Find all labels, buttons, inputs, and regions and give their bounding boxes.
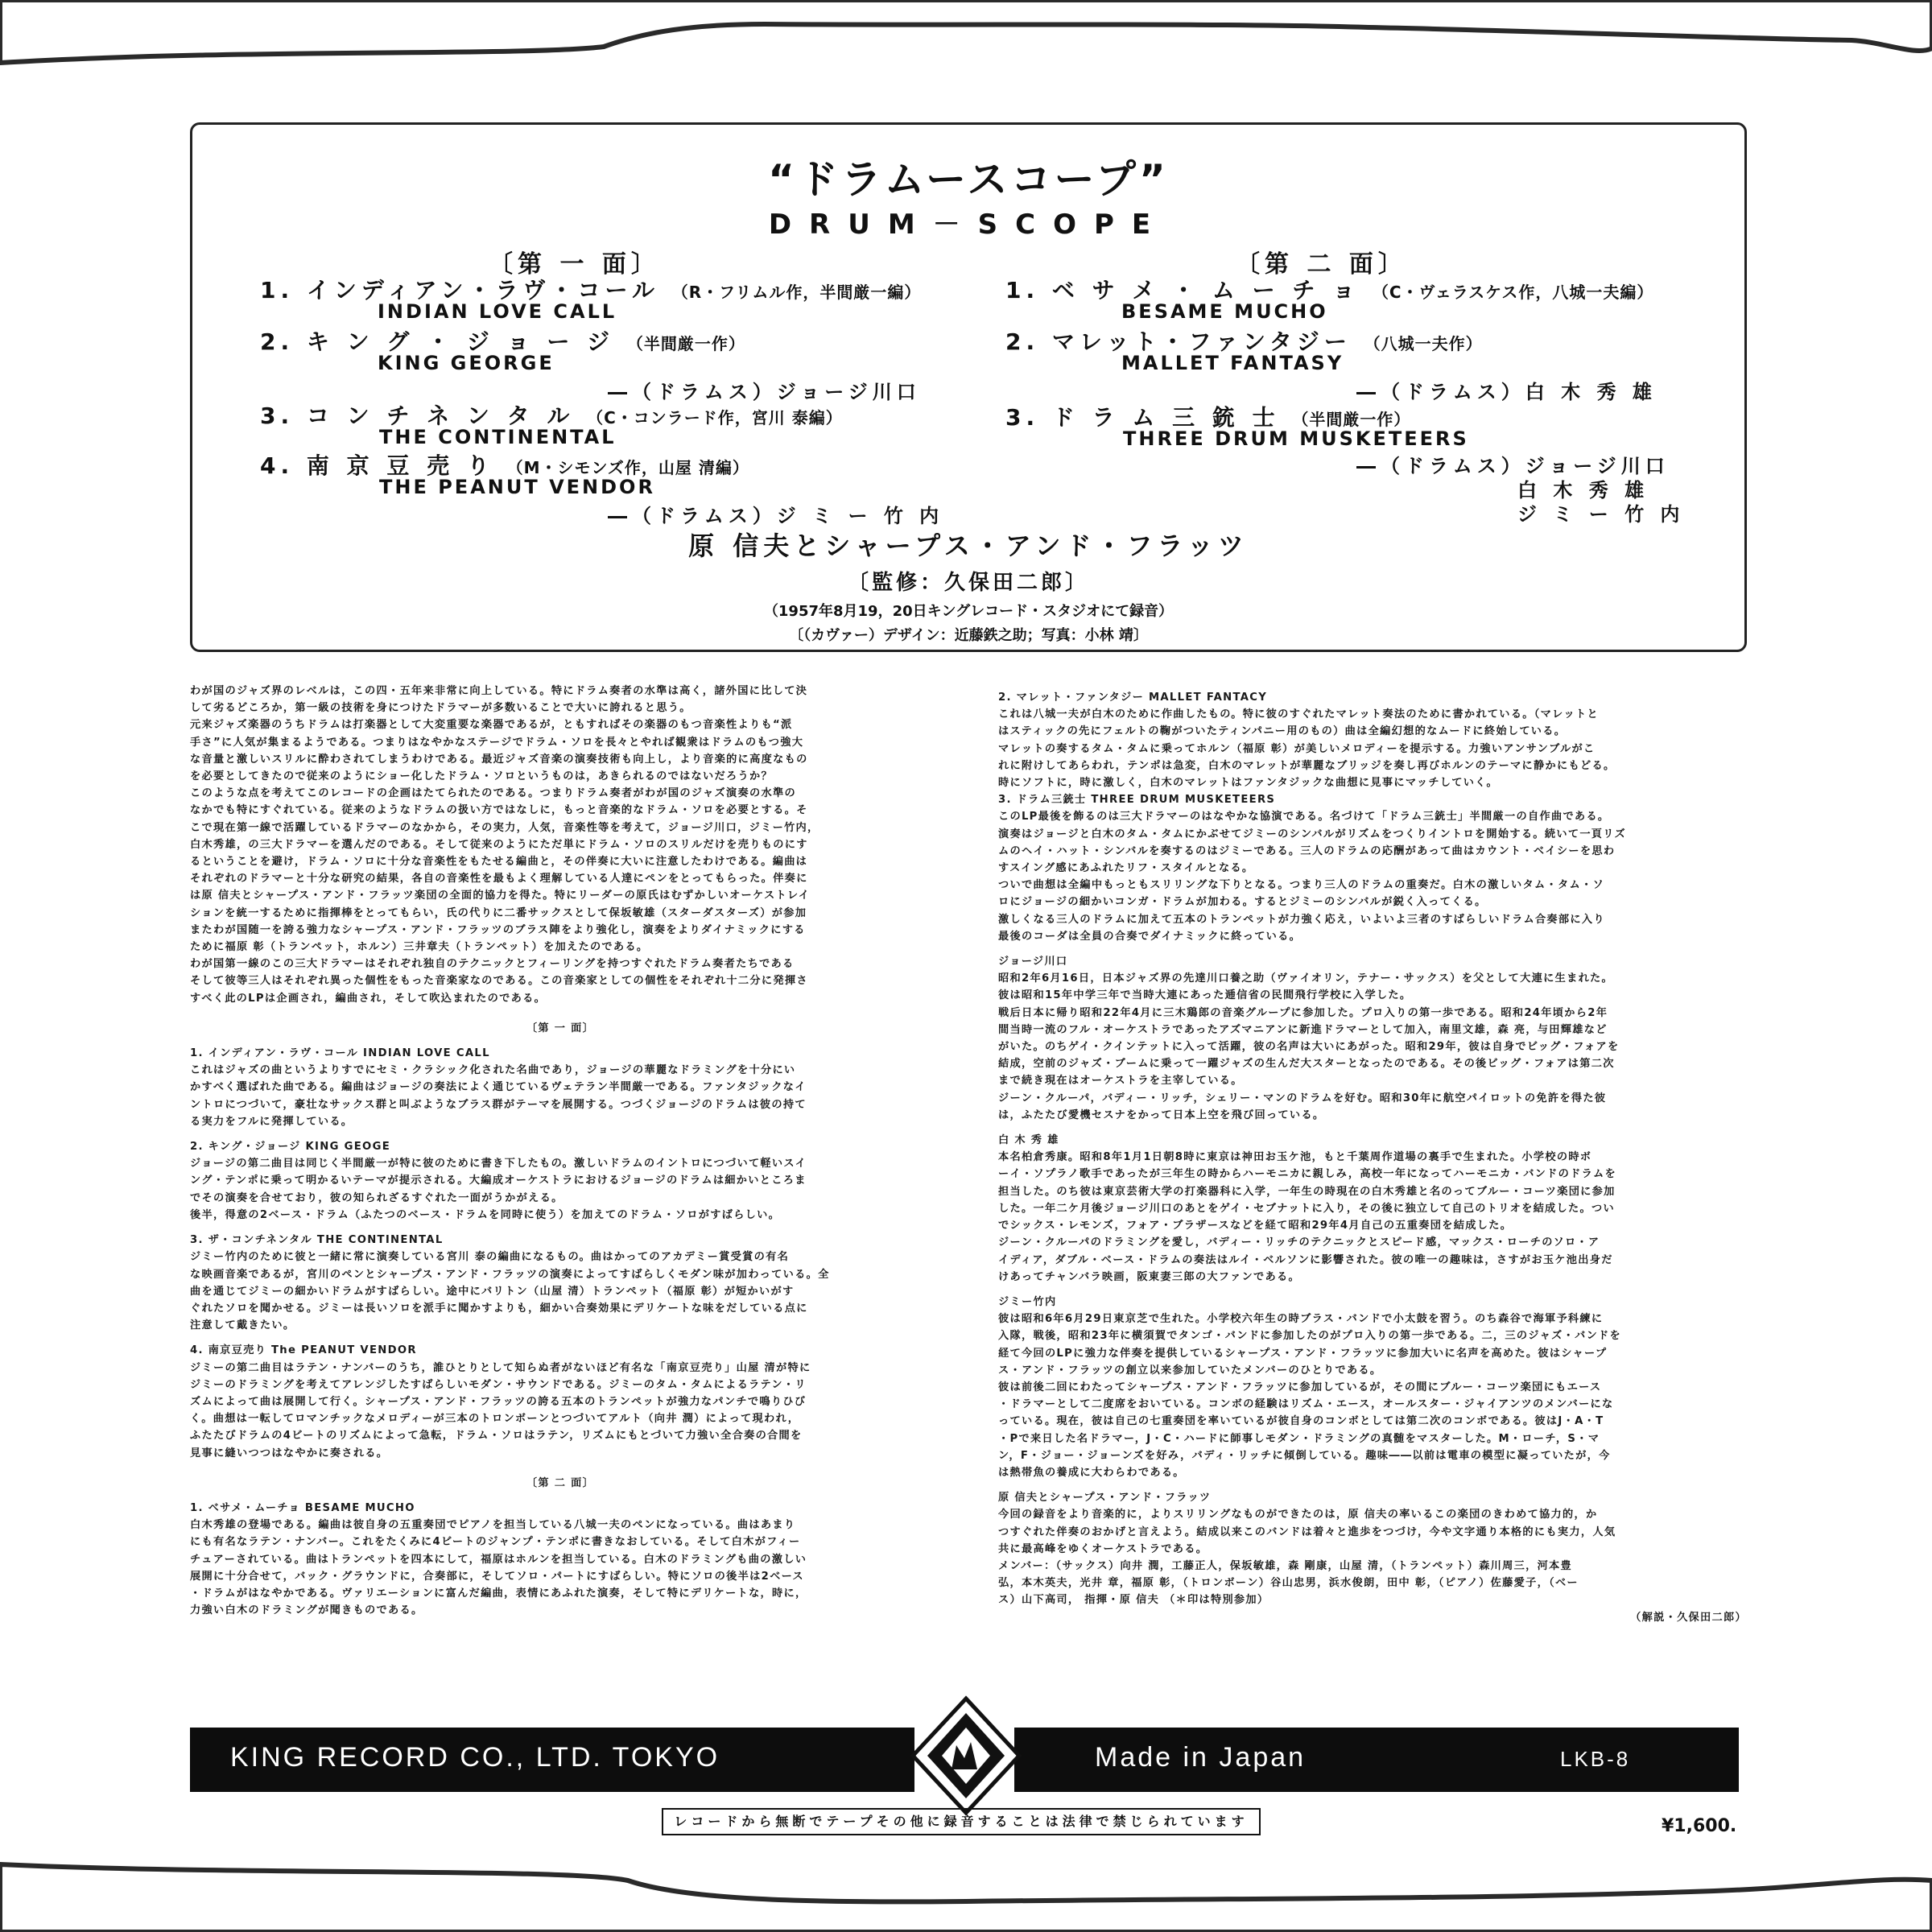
- side1-track2-en: KING GEORGE: [378, 352, 555, 374]
- liner-line: なかでも特にすぐれている。従来のようなドラムの扱い方ではなしに，もっと音楽的なドラム・ソロを必要とする。そ: [190, 804, 808, 817]
- liner-line: でシックス・レモンズ，フォア・ブラザースなどを経て昭和29年4月自己の五重奏団を結成した。: [998, 1220, 1513, 1232]
- liner-line: ロにジョージの細かいコンガ・ドラムが加わる。するとジミーのシンバルが鋭く入ってくる。: [998, 896, 1487, 909]
- liner-line: 共に最高峰をゆくオーケストラである。: [998, 1542, 1208, 1555]
- liner-line: 昭和2年6月16日，日本ジャズ界の先達川口養之助（ヴァイオリン，テナー・サックス）を父として大連に生まれた。: [998, 972, 1614, 985]
- side2-drums-shiraki-2: 白 木 秀 雄: [1517, 479, 1649, 502]
- side2-track3: 3. ド ラ ム 三 銃 士 （半間厳一作）: [1005, 404, 1411, 431]
- liner-line: チュアーされている。曲はトランペットを四本にして，福原はホルンを担当している。白木のドラミングも曲の激しい: [190, 1553, 807, 1566]
- liner-heading: 4. 南京豆売り The PEANUT VENDOR: [190, 1344, 417, 1357]
- side1-track3-en: THE CONTINENTAL: [379, 426, 617, 448]
- liner-line: ズムによって曲は展開して行く。シャープス・アンド・フラッツの誇る五本のトランペットが強力なパンチで鳴りひび: [190, 1395, 807, 1408]
- liner-line: これはジャズの曲というよりすでにセミ・クラシック化された名曲であり，ジョージの華麗なドラミングを十分にい: [190, 1064, 796, 1077]
- liner-line: まで続き現在はオーケストラを主宰している。: [998, 1075, 1243, 1088]
- liner-heading: 3. ドラム三銃士 THREE DRUM MUSKETEERS: [998, 794, 1276, 807]
- liner-line: ついで曲想は全編中もっともスリリングな下りとなる。つまり三人のドラムの重奏だ。白木の激しいタム・タム・ソ: [998, 879, 1604, 892]
- band-credit: 原 信夫とシャープス・アンド・フラッツ: [688, 530, 1249, 561]
- liner-line: ションを統一するために指揮棒をとってもらい，氏の代りに二番サックスとして保坂敏雄（スターダスターズ）が参加: [190, 906, 807, 919]
- liner-line: こで現在第一線で活躍しているドラマーのなかから，その実力，人気，音楽性等を考えて，ジョージ川口，ジミー竹内，: [190, 821, 819, 834]
- liner-line: を必要としてきたので従来のようにショー化したドラム・ソロというものは，あきられるのではないだろうか？: [190, 770, 773, 783]
- liner-line: すべく此のLPは企画され，編曲され，そして吹込まれたのである。: [190, 992, 547, 1005]
- side2-drums-george: ―（ドラムス）ジョージ川口: [1356, 455, 1670, 477]
- liner-line: ジーン・クルーパのドラミングを愛し，バディー・リッチのテクニックとスピード感，マックス・ローチのソロ・ア: [998, 1236, 1600, 1249]
- liner-line: このLP最後を飾るのは三大ドラマーのはなやかな協演である。名づけて「ドラム三銃士」半間厳一の自作曲である。: [998, 811, 1610, 824]
- liner-line: れに附けしてあらわれ，テンポは急変，白木のマレットが華麗なブリッジを奏し再びホルンのテーマに静かにもどる。: [998, 759, 1616, 772]
- liner-line: 白木秀雄，の三大ドラマーを選んだのである。そして従来のようにただ単にドラム・ソロのスリルだけを売りものにす: [190, 838, 808, 851]
- liner-line: ジーン・クルーパ，バディー・リッチ，シェリー・マンのドラムを好む。昭和30年に航空パイロットの免許を得た彼: [998, 1092, 1607, 1104]
- liner-line: っている。現在，彼は自己の七重奏団を率いているが彼自身のコンボとしては第二次のコンボである。彼はJ・A・T: [998, 1415, 1604, 1428]
- cover-credit: 〔（カヴァー）デザイン：近藤鉄之助；写真：小林 靖〕: [789, 627, 1148, 644]
- liner-line: これは八城一夫が白木のために作曲したもの。特に彼のすぐれたマレット奏法のために書かれている。（マレットと: [998, 708, 1599, 721]
- liner-line: はスティックの先にフェルトの鞠がついたティンパニー用のもの）曲は全編幻想的なムードに終始している。: [998, 725, 1567, 738]
- liner-line: そして彼等三人はそれぞれ異った個性をもった音楽家なのである。この音楽家としての個性をそれぞれ十二分に発揮さ: [190, 975, 808, 988]
- liner-heading: 2. キング・ジョージ KING GEOGE: [190, 1141, 390, 1154]
- liner-line: 最後のコーダは全員の合奏でダイナミックに終っている。: [998, 930, 1302, 943]
- liner-line: ムのヘイ・ハット・シンバルを奏するのはジミーである。三人のドラムの応酬があって曲はカウント・ベイシーを思わ: [998, 844, 1616, 857]
- liner-heading: 原 信夫とシャープス・アンド・フラッツ: [998, 1492, 1212, 1505]
- side2-label: 〔第 二 面〕: [1236, 250, 1407, 279]
- recording-info: （1957年8月19，20日キングレコード・スタジオにて録音）: [763, 603, 1174, 620]
- side1-track3: 3. コ ン チ ネ ン タ ル （C・コンラード作，宮川 泰編）: [260, 402, 843, 429]
- liner-line: 演奏はジョージと白木のタム・タムにかぶせてジミーのシンバルがリズムをつくりイントロを開始する。続いて一頁リズ: [998, 828, 1627, 840]
- liner-line: 手さ”に人気が集まるようである。つまりはなやかなステージでドラム・ソロを長々とやれば観衆はドラムのもつ強大: [190, 736, 804, 749]
- label-bar-left: [190, 1728, 914, 1792]
- liner-line: く。曲想は一転してロマンチックなメロディーが三本のトロンボーンとつづいてアルト（向井 潤）によって現われ，: [190, 1413, 800, 1426]
- liner-notes-right: [998, 689, 1747, 1626]
- liner-line: ング・テンポに乗って明かるいテーマが提示される。大編成オーケストラにおけるジョージのドラムは細かいところま: [190, 1174, 807, 1187]
- liner-heading: 2. マレット・ファンタジー MALLET FANTACY: [998, 691, 1268, 704]
- side2-track2-en: MALLET FANTASY: [1121, 352, 1344, 374]
- liner-line: は，ふたたび愛機セスナをかって日本上空を飛び回っている。: [998, 1108, 1325, 1121]
- liner-line: 入隊，戦後，昭和23年に横須賀でタンゴ・バンドに参加したのがプロ入りの第一歩である。二，三のジャズ・バンドを: [998, 1330, 1622, 1343]
- liner-line: 展開に十分合せて，バック・グラウンドに，合奏部に，そしてソロ・パートにすばらしい。特にソロの後半は2ベース: [190, 1570, 804, 1583]
- liner-line: かすべく選ばれた曲である。編曲はジョージの奏法によく通じているヴェテラン半間厳一である。ファンタジックなイ: [190, 1081, 807, 1094]
- liner-line: 注意して戴きたい。: [190, 1319, 295, 1332]
- liner-line: わが国のジャズ界のレベルは，この四・五年来非常に向上している。特にドラム奏者の水準は高く，諸外国に比して決: [190, 685, 808, 697]
- side1-track1: 1. インディアン・ラヴ・コール （R・フリムル作，半間厳一編）: [260, 277, 922, 303]
- liner-line: それぞれのドラマーと十分な研究の結果，各自の音楽性を最もよく理解している人達にペンをとってもらった。伴奏に: [190, 873, 808, 886]
- liner-line: ために福原 彰（トランペット，ホルン）三井章夫（トランペット）を加えたのである。: [190, 941, 649, 954]
- side1-track2: 2. キ ン グ ・ ジ ョ ー ジ （半間厳一作）: [260, 328, 745, 355]
- liner-heading: ジミー竹内: [998, 1295, 1057, 1308]
- liner-line: 本名柏倉秀康。昭和8年1月1日朝8時に東京は神田お玉ケ池，もと千葉周作道場の裏手で生まれた。小学校の時ボ: [998, 1151, 1592, 1164]
- liner-line: 結成，空前のジャズ・ブームに乗って一躍ジャズの生んだ大スターとなったのである。その後ビッグ・フォアは第二次: [998, 1058, 1615, 1071]
- liner-line: ス・アンド・フラッツの創立以来参加していたメンバーのひとりである。: [998, 1364, 1382, 1377]
- side1-track4: 4. 南 京 豆 売 り （M・シモンズ作，山屋 清編）: [260, 452, 749, 479]
- liner-line: 見事に縫いつつはなやかに奏される。: [190, 1447, 389, 1459]
- liner-line: でその演奏を合せており，彼の知られざるすぐれた一面がうかがえる。: [190, 1191, 564, 1204]
- side2-drums-shiraki: ―（ドラムス）白 木 秀 雄: [1356, 381, 1657, 403]
- liner-line: ジミー竹内のために彼と一緒に常に演奏している宮川 泰の編曲になるもの。曲はかってのアカデミー賞受賞の有名: [190, 1251, 790, 1264]
- liner-line: ・ドラムがはなやかである。ヴァリエーションに富んだ編曲，表情にあふれた演奏，そして特にデリケートな，時に，: [190, 1587, 807, 1600]
- liner-line: イディア，ダブル・ベース・ドラムの奏法はルイ・ベルソンに影響された。彼の唯一の趣味は，さすがお玉ケ池出身だ: [998, 1253, 1613, 1266]
- liner-line: ン，F・ジョー・ジョーンズを好み，バディ・リッチに傾倒している。趣味――以前は電車の模型に凝っていたが，今: [998, 1449, 1611, 1462]
- liner-line: るということを避け，ドラム・ソロに十分な音楽性をもたせる編曲と，その伴奏に大いに注意したわけである。編曲は: [190, 856, 808, 869]
- side1-track4-en: THE PEANUT VENDOR: [379, 476, 655, 498]
- liner-section-heading: 〔第 一 面〕: [526, 1022, 595, 1034]
- side2-track2: 2. マレット・ファンタジー （八城一夫作）: [1005, 328, 1483, 355]
- liner-line: 元来ジャズ楽器のうちドラムは打楽器として大変重要な楽器であるが，ともすればその楽器のもつ音楽性よりも“派: [190, 719, 793, 732]
- company-name: KING RECORD CO., LTD. TOKYO: [230, 1742, 720, 1773]
- liner-line: る実力をフルに発揮している。: [190, 1115, 353, 1128]
- liner-line: 曲を通じてジミーの細かいドラムがすばらしい。途中にバリトン（山屋 清）トランペット（福原 彰）が短かいがす: [190, 1285, 795, 1298]
- side1-track1-en: INDIAN LOVE CALL: [378, 300, 617, 323]
- liner-line: ・Pで来日した名ドラマー，J・C・ハードに師事しモダン・ドラミングの真髄をマスターした。M・ローチ，S・マ: [998, 1432, 1600, 1445]
- liner-line: した。一年二ケ月後ジョージ川口のあとをゲイ・セブナットに入り，その後に独立して自己のトリオを結成した。つい: [998, 1202, 1615, 1215]
- side1-drums-jimmy: ―（ドラムス）ジ ミ ー 竹 内: [608, 505, 944, 527]
- tracklist-box: [190, 122, 1747, 652]
- liner-line: ーイ・ソプラノ歌手であったが三年生の時からハーモニカに親しみ，高校一年になってハーモニカ・バンドのドラムを: [998, 1168, 1616, 1181]
- liner-line: わが国第一線のこの三大ドラマーはそれぞれ独自のテクニックとフィーリングを持つすぐれたドラム奏者たちである: [190, 958, 795, 971]
- liner-line: 彼は昭和6年6月29日東京芝で生れた。小学校六年生の時ブラス・バンドで小太鼓を習う。のち森谷で海軍予科練に: [998, 1313, 1604, 1326]
- liner-line: 時にソフトに，時に激しく，白木のマレットはファンタジックな曲想に見事にマッチしていく。: [998, 777, 1498, 790]
- liner-line: は原 信夫とシャープス・アンド・フラッツ楽団の全面的協力を得た。特にリーダーの原氏はむずかしいオーケストレイ: [190, 890, 811, 902]
- side2-track1: 1. ベ サ メ ・ ム ー チ ョ （C・ヴェラスケス作，八城一夫編）: [1005, 277, 1654, 303]
- liner-line: ジョージの第二曲目は同じく半間厳一が特に彼のために書き下したもの。激しいドラムのイントロにつづいて軽いスイ: [190, 1158, 807, 1170]
- liner-line: 彼は前後二回にわたってシャープス・アンド・フラッツに参加しているが，その間にブルー・コーツ楽団にもエース: [998, 1381, 1602, 1393]
- liner-heading: 白 木 秀 雄: [998, 1134, 1059, 1147]
- liner-line: にも有名なラテン・ナンバー。これをたくみに4ビートのジャンプ・テンポに書きなおしている。そして白木がフィー: [190, 1536, 801, 1549]
- supervision-credit: 〔監修：久保田二郎〕: [847, 571, 1089, 595]
- liner-line: 戦后日本に帰り昭和22年4月に三木鶏郎の音楽グループに参加した。プロ入りの第一歩である。昭和24年頃から2年: [998, 1006, 1608, 1019]
- album-title-en: DRUM－SCOPE: [768, 208, 1169, 241]
- liner-line: マレットの奏するタム・タムに乗ってホルン（福原 彰）が美しいメロディーを提示する。力強いアンサンブルがこ: [998, 742, 1596, 755]
- liner-line: がいた。のちゲイ・クインテットに入って活躍，彼の名声は大いにあがった。昭和29年，彼は自身でビッグ・フォアを: [998, 1041, 1620, 1054]
- liner-line: ふたたびドラムの4ビートのリズムによって急転，ドラム・ソロはラテン，リズムにもとづいて力強い全合奏の合間を: [190, 1430, 803, 1443]
- liner-line: 間当時一流のフル・オーケストラであったアズマニアンに新進ドラマーとして加入，南里文雄，森 亮，与田輝雄など: [998, 1023, 1608, 1036]
- liner-line: 経て今回のLPに強力な伴奏を提供しているシャープス・アンド・フラッツに参加大いに名声を高めた。彼はシャープ: [998, 1347, 1608, 1360]
- liner-line: ジミーのドラミングを考えてアレンジしたすばらしいモダン・サウンドである。ジミーのタム・タムによるラテン・リ: [190, 1378, 807, 1391]
- liner-line: な映画音楽であるが，宮川のペンとシャープス・アンド・フラッツの演奏によってすばらしくモダン味が加わっている。全: [190, 1268, 830, 1281]
- liner-line: ス）山下高司， 指揮・原 信夫 （＊印は特別参加）: [998, 1594, 1269, 1607]
- liner-line: メンバー：（サックス）向井 潤，工藤正人，保坂敏雄，森 剛康，山屋 清，（トランペット）森川周三，河本豊: [998, 1559, 1573, 1572]
- liner-heading: 3. ザ・コンチネンタル THE CONTINENTAL: [190, 1234, 444, 1247]
- side2-drums-jimmy: ジ ミ ー 竹 内: [1517, 503, 1685, 526]
- liner-line: 今回の録音をより音楽的に，よりスリリングなものができたのは，原 信夫の率いるこの楽団のきわめて協力的，か: [998, 1509, 1598, 1521]
- liner-line: 激しくなる三人のドラムに加えて五本のトランペットが力強く応え，いよいよ三者のすばらしいドラム合奏部に入り: [998, 913, 1605, 926]
- liner-line: 白木秀雄の登場である。編曲は彼自身の五重奏団でピアノを担当している八城一夫のペンになっている。曲はあまり: [190, 1519, 796, 1532]
- liner-line: すスイング感にあふれたリフ・スタイルとなる。: [998, 862, 1254, 875]
- copyright-notice: レコードから無断でテープその他に録音することは法律で禁じられています: [662, 1808, 1261, 1835]
- liner-line: は熱帯魚の養成に大わらわである。: [998, 1466, 1185, 1479]
- liner-line: ジミーの第二曲目はラテン・ナンバーのうち，誰ひとりとして知らぬ者がないほど有名な「南京豆売り」山屋 清が特に: [190, 1361, 811, 1374]
- liner-line: 力強い白木のドラミングが聞きものである。: [190, 1604, 423, 1617]
- album-title-jp: “ドラムースコープ”: [768, 156, 1169, 203]
- liner-notes-left: [190, 683, 931, 1619]
- liner-line: つすぐれた伴奏のおかげと言えよう。結成以来このバンドは着々と進歩をつづけ，今や文字通り本格的にも実力，人気: [998, 1525, 1616, 1538]
- liner-line: このような点を考えてこのレコードの企画はたてられたのである。つまりドラム奏者がわが国のジャズ演奏の水準の: [190, 787, 796, 800]
- liner-line: な音量と激しいスリルに酔わされてしまうわけである。最近ジャズ音楽の演奏技術も向上し，より音楽的に高度なもの: [190, 753, 808, 766]
- side1-drums-george: ―（ドラムス）ジョージ川口: [608, 381, 921, 403]
- liner-line: ぐれたソロを聞かせる。ジミーは長いソロを派手に聞かすよりも，細かい合奏効果にデリケートな味をだしている点に: [190, 1302, 808, 1315]
- liner-section-heading: 〔第 二 面〕: [526, 1476, 595, 1489]
- liner-line: けあってチャンバラ映画，阪東妻三郎の大ファンである。: [998, 1270, 1300, 1283]
- liner-heading: 1. インディアン・ラヴ・コール INDIAN LOVE CALL: [190, 1047, 490, 1060]
- liner-line: 彼は昭和15年中学三年で当時大連にあった逓信省の民間飛行学校に入学した。: [998, 989, 1412, 1002]
- side1-label: 〔第 一 面〕: [489, 250, 660, 279]
- price: ¥1,600.: [1662, 1816, 1737, 1836]
- liner-heading: （解説・久保田二郎）: [1630, 1611, 1747, 1624]
- liner-line: 担当した。のち彼は東京芸術大学の打楽器科に入学，一年生の時現在の白木秀雄と名のってブルー・コーツ楽団に参加: [998, 1185, 1616, 1198]
- liner-line: ・ドラマーとして二度席をおいている。コンボの経験はリズム・エース，オールスター・ジャイアンツのメンバーにな: [998, 1398, 1614, 1411]
- liner-line: 弘，本木英夫，光井 章，福原 彰，（トロンボーン）谷山忠男，浜水俊朗，田中 彰，（ピアノ）佐藤愛子，（ベー: [998, 1577, 1579, 1590]
- made-in-japan: Made in Japan: [1095, 1742, 1307, 1773]
- liner-heading: ジョージ川口: [998, 956, 1068, 968]
- side2-track1-en: BESAME MUCHO: [1121, 300, 1328, 323]
- label-bar-right: [1014, 1728, 1739, 1792]
- king-logo-icon: [910, 1695, 1022, 1816]
- liner-heading: 1. ベサメ・ムーチョ BESAME MUCHO: [190, 1501, 415, 1514]
- catalog-number: LKB-8: [1560, 1747, 1631, 1771]
- liner-line: ントロにつづいて，豪壮なサックス群と叫ぶようなブラス群がテーマを展開する。つづくジョージのドラムは彼の持て: [190, 1098, 807, 1111]
- liner-line: 後半，得意の2ベース・ドラム（ふたつのベース・ドラムを同時に使う）を加えてのドラム・ソロがすばらしい。: [190, 1208, 781, 1221]
- side2-track3-en: THREE DRUM MUSKETEERS: [1123, 427, 1469, 450]
- liner-line: して劣るどころか，第一級の技術を身につけたドラマーが多数いることで大いに誇れると思う。: [190, 702, 691, 715]
- liner-line: またわが国随一を誇る強力なシャープス・アンド・フラッツのブラス陣をより強化し，演奏をよりダイナミックにする: [190, 923, 806, 936]
